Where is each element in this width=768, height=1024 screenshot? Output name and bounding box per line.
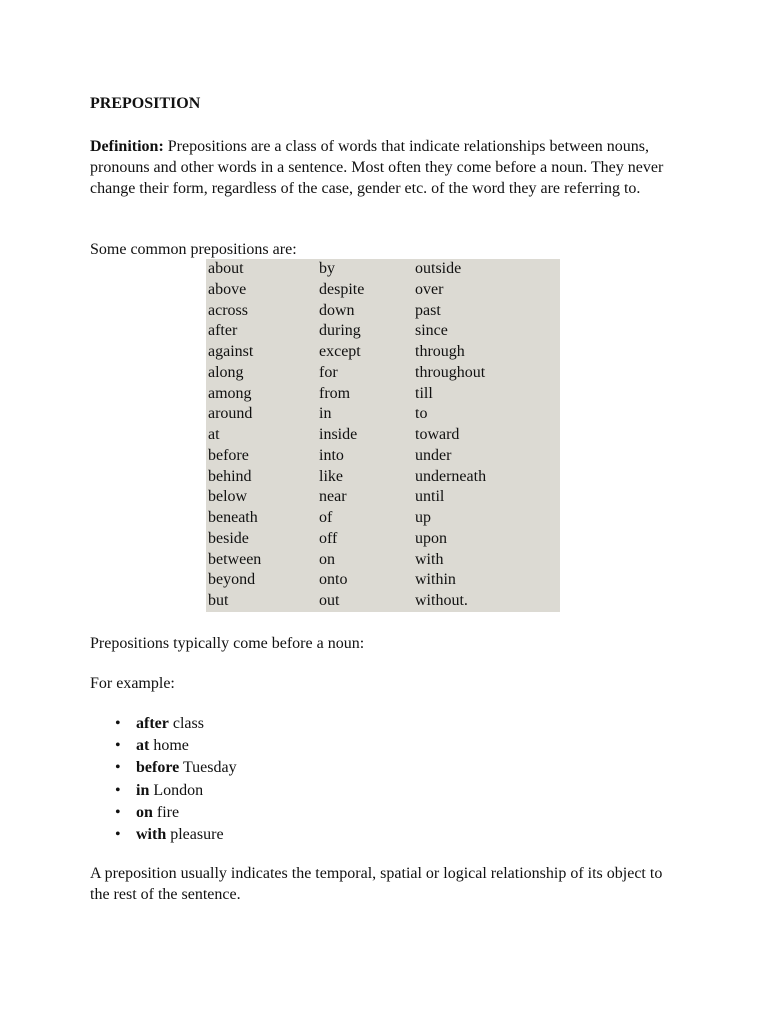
- preposition-cell: off: [319, 529, 338, 547]
- preposition-cell: along: [208, 363, 244, 381]
- preposition-cell: by: [319, 260, 335, 277]
- preposition-cell: at: [208, 426, 220, 443]
- examples-list: [90, 713, 237, 846]
- example-noun: London: [149, 781, 204, 799]
- preposition-cell: during: [319, 322, 361, 340]
- example-preposition: at: [136, 737, 150, 755]
- prepositions-row: [206, 487, 560, 508]
- example-preposition: before: [136, 759, 180, 777]
- preposition-cell: but: [208, 592, 229, 609]
- preposition-cell: since: [415, 322, 448, 340]
- prepositions-row: [206, 570, 560, 591]
- preposition-cell: beyond: [208, 571, 256, 589]
- bullet-icon: •: [115, 803, 121, 821]
- example-label: For example:: [90, 675, 175, 692]
- preposition-cell: until: [415, 488, 445, 506]
- preposition-cell: outside: [415, 260, 462, 277]
- example-preposition: with: [136, 825, 167, 843]
- closing-paragraph: A preposition usually indicates the temporal, spatial or logical relationship of its object to the rest of the sentence.: [90, 865, 663, 903]
- prepositions-table-body: [206, 259, 560, 612]
- preposition-cell: onto: [319, 571, 348, 589]
- example-noun: class: [168, 715, 204, 732]
- prepositions-row: [206, 425, 560, 446]
- preposition-cell: upon: [415, 529, 447, 547]
- preposition-cell: throughout: [415, 363, 486, 381]
- prepositions-row: [206, 467, 560, 488]
- preposition-cell: into: [319, 446, 344, 464]
- preposition-cell: down: [319, 301, 355, 319]
- bullet-icon: •: [115, 781, 121, 799]
- preposition-cell: near: [319, 488, 347, 506]
- prepositions-row: [206, 446, 560, 467]
- noun-placement-note: Prepositions typically come before a noun:: [90, 635, 365, 652]
- preposition-cell: inside: [319, 426, 358, 443]
- preposition-cell: like: [319, 467, 343, 485]
- prepositions-intro: Some common prepositions are:: [90, 241, 297, 258]
- preposition-cell: in: [319, 405, 332, 423]
- preposition-cell: underneath: [415, 467, 487, 485]
- preposition-cell: with: [415, 550, 444, 568]
- preposition-cell: on: [319, 550, 335, 568]
- preposition-cell: for: [319, 363, 338, 381]
- preposition-cell: except: [319, 343, 361, 360]
- prepositions-row: [206, 301, 560, 322]
- bullet-icon: •: [115, 715, 121, 732]
- preposition-cell: up: [415, 509, 431, 526]
- preposition-cell: toward: [415, 426, 460, 443]
- bullet-icon: •: [115, 737, 121, 755]
- preposition-cell: from: [319, 384, 351, 402]
- prepositions-row: [206, 550, 560, 571]
- preposition-cell: of: [319, 509, 333, 526]
- example-noun: Tuesday: [179, 759, 237, 777]
- prepositions-row: [206, 363, 560, 384]
- preposition-cell: under: [415, 446, 452, 464]
- prepositions-row: [206, 529, 560, 550]
- prepositions-row: [206, 321, 560, 342]
- example-preposition: on: [136, 803, 153, 821]
- prepositions-table: [206, 259, 560, 612]
- preposition-cell: past: [415, 301, 441, 319]
- definition-text: Prepositions are a class of words that indicate relationships between nouns, pronouns and other words in a sentence. Most often they come before a noun. They never change their form, regardless of the case, gender etc. of the word they are referring to.: [90, 138, 664, 197]
- preposition-cell: through: [415, 343, 465, 360]
- example-noun: fire: [152, 803, 180, 821]
- page-title: PREPOSITION: [90, 95, 201, 112]
- preposition-cell: between: [208, 550, 262, 568]
- prepositions-row: [206, 342, 560, 363]
- preposition-cell: about: [208, 260, 244, 277]
- preposition-cell: out: [319, 592, 340, 609]
- preposition-cell: beneath: [208, 509, 258, 526]
- preposition-cell: to: [415, 405, 428, 423]
- prepositions-row: [206, 259, 560, 280]
- preposition-cell: beside: [208, 529, 249, 547]
- preposition-cell: against: [208, 343, 254, 360]
- bullet-icon: •: [115, 759, 121, 777]
- preposition-cell: within: [415, 571, 456, 589]
- preposition-cell: despite: [319, 280, 365, 298]
- preposition-cell: till: [415, 384, 433, 402]
- preposition-cell: before: [208, 446, 249, 464]
- example-item: [90, 757, 237, 779]
- prepositions-row: [206, 384, 560, 405]
- preposition-cell: among: [208, 384, 252, 402]
- prepositions-row: [206, 280, 560, 301]
- example-item: [90, 780, 237, 802]
- preposition-cell: behind: [208, 467, 252, 485]
- example-preposition: after: [136, 715, 169, 732]
- prepositions-row: [206, 508, 560, 529]
- preposition-cell: without.: [415, 592, 468, 609]
- example-item: [90, 735, 237, 757]
- preposition-cell: around: [208, 405, 253, 423]
- bullet-icon: •: [115, 825, 121, 843]
- definition-label: Definition:: [90, 138, 164, 155]
- preposition-cell: below: [208, 488, 248, 506]
- definition-paragraph: [90, 136, 685, 199]
- prepositions-row: [206, 404, 560, 425]
- example-preposition: in: [136, 781, 150, 799]
- preposition-cell: across: [208, 301, 248, 319]
- example-item: [90, 713, 237, 735]
- example-item: [90, 802, 237, 824]
- example-noun: home: [149, 737, 189, 755]
- example-item: [90, 824, 237, 846]
- preposition-cell: over: [415, 280, 444, 298]
- example-noun: pleasure: [166, 825, 224, 843]
- preposition-cell: after: [208, 322, 238, 340]
- preposition-cell: above: [208, 280, 247, 298]
- prepositions-row: [206, 591, 560, 612]
